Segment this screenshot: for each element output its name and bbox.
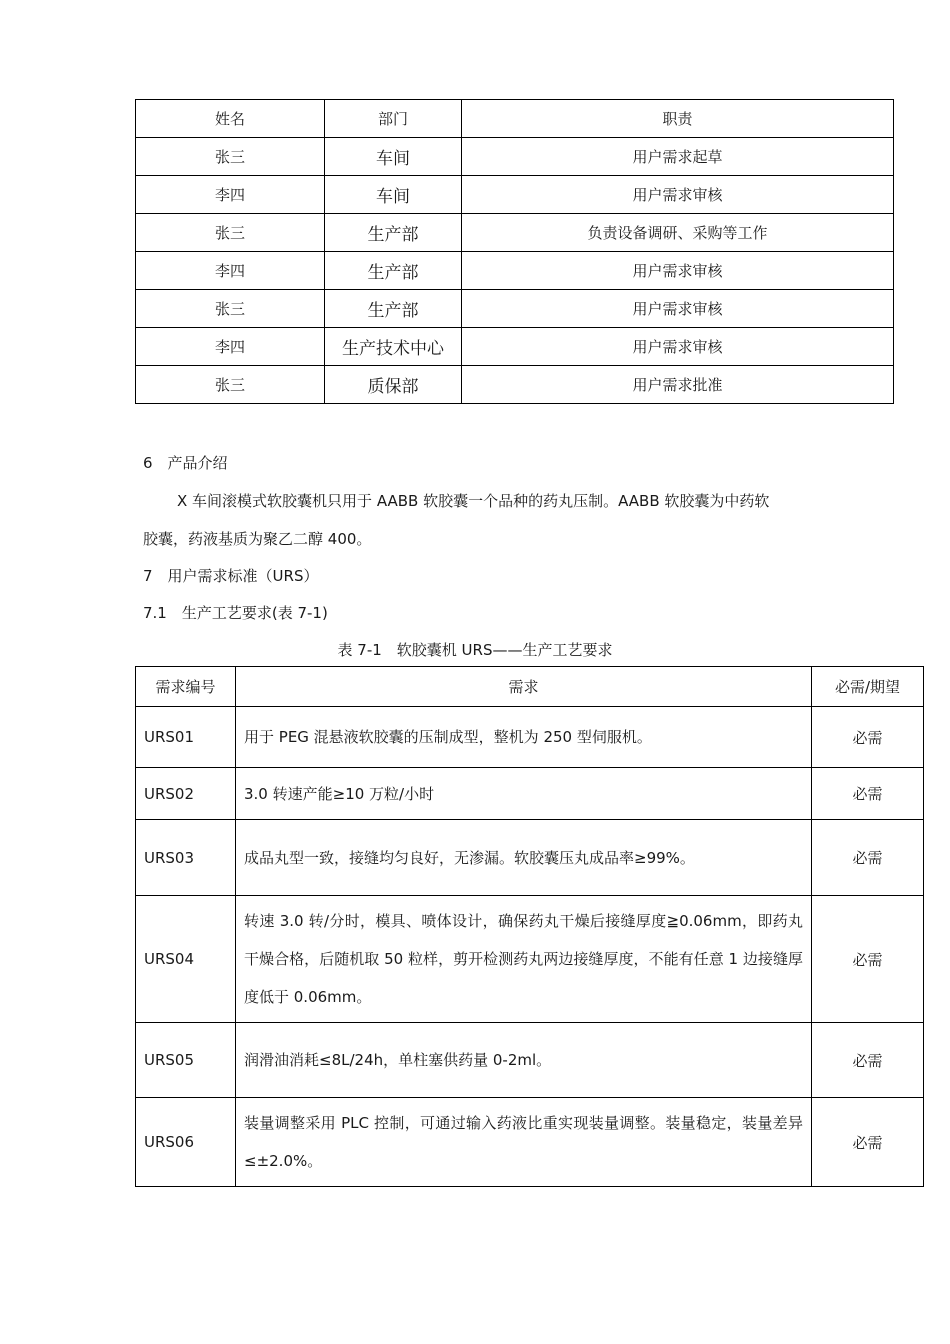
header-requirement-id: 需求编号	[136, 667, 236, 707]
header-required-expected: 必需/期望	[812, 667, 924, 707]
staff-duty: 用户需求批准	[462, 366, 894, 404]
staff-table-header	[136, 100, 894, 138]
urs-table-header	[136, 667, 924, 707]
product-intro-line-2: 胶囊，药液基质为聚乙二醇 400。	[143, 530, 372, 548]
table-row	[136, 176, 894, 214]
staff-department: 生产部	[325, 214, 462, 252]
staff-department: 生产部	[325, 290, 462, 328]
header-department: 部门	[325, 100, 462, 138]
requirement-priority: 必需	[812, 768, 924, 820]
section-7-heading: 7 用户需求标准（URS）	[143, 567, 319, 585]
table-row	[136, 328, 894, 366]
staff-name: 张三	[136, 138, 325, 176]
requirement-text: 用于 PEG 混悬液软胶囊的压制成型，整机为 250 型伺服机。	[236, 707, 812, 768]
table-row	[136, 896, 924, 1023]
requirement-priority: 必需	[812, 820, 924, 896]
requirement-priority: 必需	[812, 707, 924, 768]
table-row	[136, 707, 924, 768]
header-requirement: 需求	[236, 667, 812, 707]
requirement-priority: 必需	[812, 1023, 924, 1098]
staff-duty: 用户需求起草	[462, 138, 894, 176]
table-row	[136, 768, 924, 820]
requirement-id: URS04	[136, 896, 236, 1023]
staff-name: 张三	[136, 366, 325, 404]
table-row	[136, 366, 894, 404]
table-row	[136, 1023, 924, 1098]
requirement-text: 转速 3.0 转/分时，模具、喷体设计，确保药丸干燥后接缝厚度≧0.06mm，即药丸干燥合格，后随机取 50 粒样，剪开检测药丸两边接缝厚度，不能有任意 1 边接缝厚度低于 0.06mm。	[236, 896, 812, 1023]
requirement-id: URS01	[136, 707, 236, 768]
requirement-text: 3.0 转速产能≥10 万粒/小时	[236, 768, 812, 820]
staff-duty: 用户需求审核	[462, 252, 894, 290]
staff-name: 李四	[136, 176, 325, 214]
requirement-priority: 必需	[812, 1098, 924, 1187]
staff-duty: 负责设备调研、采购等工作	[462, 214, 894, 252]
staff-duty: 用户需求审核	[462, 290, 894, 328]
section-7-1-heading: 7.1 生产工艺要求(表 7-1)	[143, 604, 328, 622]
requirement-id: URS05	[136, 1023, 236, 1098]
table-row	[136, 252, 894, 290]
header-duty: 职责	[462, 100, 894, 138]
staff-name: 张三	[136, 290, 325, 328]
table-row	[136, 290, 894, 328]
staff-name: 李四	[136, 252, 325, 290]
staff-name: 李四	[136, 328, 325, 366]
table-row	[136, 214, 894, 252]
staff-duty: 用户需求审核	[462, 328, 894, 366]
table-row	[136, 820, 924, 896]
header-name: 姓名	[136, 100, 325, 138]
requirement-text: 润滑油消耗≤8L/24h，单柱塞供药量 0-2ml。	[236, 1023, 812, 1098]
staff-department: 车间	[325, 138, 462, 176]
requirement-text: 成品丸型一致，接缝均匀良好，无渗漏。软胶囊压丸成品率≥99%。	[236, 820, 812, 896]
requirement-id: URS06	[136, 1098, 236, 1187]
requirement-id: URS03	[136, 820, 236, 896]
table-row	[136, 1098, 924, 1187]
table-caption: 表 7-1 软胶囊机 URS——生产工艺要求	[337, 641, 613, 659]
requirement-priority: 必需	[812, 896, 924, 1023]
staff-duty: 用户需求审核	[462, 176, 894, 214]
section-6-heading: 6 产品介绍	[143, 454, 228, 472]
staff-department: 质保部	[325, 366, 462, 404]
requirement-id: URS02	[136, 768, 236, 820]
staff-department: 车间	[325, 176, 462, 214]
staff-department: 生产部	[325, 252, 462, 290]
staff-table	[135, 99, 894, 404]
table-row	[136, 138, 894, 176]
staff-name: 张三	[136, 214, 325, 252]
requirement-text: 装量调整采用 PLC 控制，可通过输入药液比重实现装量调整。装量稳定，装量差异≤±2.0%。	[236, 1098, 812, 1187]
urs-table	[135, 666, 924, 1187]
staff-department: 生产技术中心	[325, 328, 462, 366]
product-intro-line-1: X 车间滚模式软胶囊机只用于 AABB 软胶囊一个品种的药丸压制。AABB 软胶囊为中药软	[177, 492, 770, 510]
